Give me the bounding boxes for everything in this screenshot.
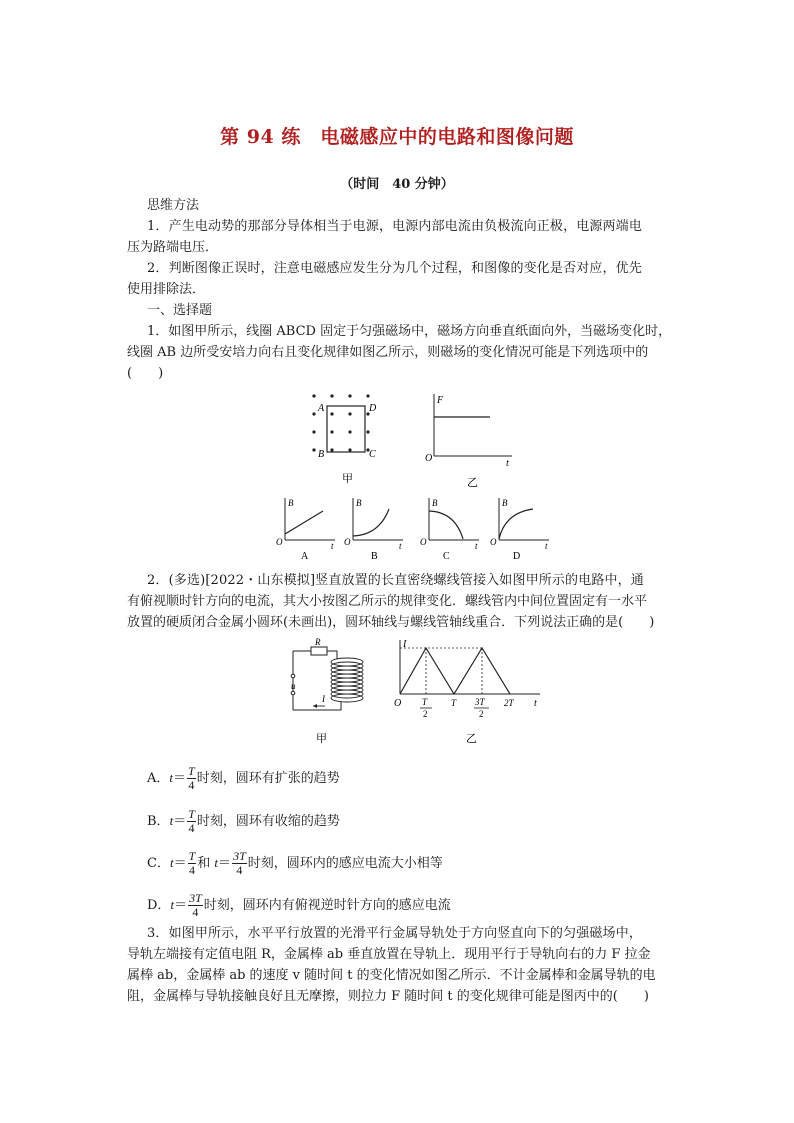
tick-t-half-num: T <box>422 697 428 707</box>
option-a-label: A <box>301 551 309 561</box>
q2-option-c: C．t＝ $\frac{T}{4}$ 和 t＝ $\frac{3T}{4}$ 时刻，圆环内的感应电流大小相等 <box>147 849 443 877</box>
q2-figure-current-time-graph <box>390 636 550 746</box>
option-b-label: B <box>371 551 378 561</box>
q3-line-3: 属棒 ab，金属棒 ab 的速度 v 随时间 t 的变化情况如图乙所示．不计金属棒和金属导轨的电 <box>127 968 656 983</box>
q1-option-d-graph <box>487 493 555 561</box>
time-limit-note: （时间 40 分钟） <box>340 177 454 192</box>
axis-t-label: t <box>545 541 548 551</box>
origin-label: O <box>490 537 497 547</box>
axis-i-label: I <box>403 639 407 650</box>
voltage-label: u <box>291 681 296 691</box>
current-label: I <box>322 694 325 704</box>
axis-b-label: B <box>502 498 508 508</box>
terminal-bottom <box>291 691 295 695</box>
resistor-label: R <box>315 637 321 647</box>
q2-option-b: B．t＝ $\frac{T}{4}$ 时刻，圆环有收缩的趋势 <box>147 807 340 835</box>
axis-b-label: B <box>432 498 438 508</box>
origin-label: O <box>344 537 351 547</box>
q3-line-4: 阻，金属棒与导轨接触良好且无摩擦，则拉力 F 随时间 t 的变化规律可能是图丙中的( ) <box>127 989 649 1004</box>
q1-option-b-graph <box>341 493 409 561</box>
fraction-t-over-4: $\frac{T}{4}$ <box>188 807 195 835</box>
q2-option-a: A．t＝ $\frac{T}{4}$ 时刻，圆环有扩张的趋势 <box>147 764 340 792</box>
axis-t-label: t <box>475 541 478 551</box>
q1-option-c-graph <box>417 493 485 561</box>
fraction-3t-over-4: $\frac{3T}{4}$ <box>189 891 202 919</box>
axis-t-label: t <box>331 541 334 551</box>
tick-3t-half-den: 2 <box>479 709 484 719</box>
tick-2t: 2T <box>504 698 514 708</box>
b-accelerating-increase-curve <box>353 509 389 536</box>
q3-line-1: 3．如图甲所示，水平平行放置的光滑平行金属导轨处于方向竖直向下的匀强磁场中， <box>147 926 642 941</box>
b-linear-increase-curve <box>285 511 323 534</box>
q2-line-3: 放置的硬质闭合金属小圆环(未画出)，圆环轴线与螺线管轴线重合．下列说法正确的是( ) <box>127 615 655 630</box>
tick-t: T <box>451 698 457 708</box>
fraction-3t-over-4: $\frac{3T}{4}$ <box>233 849 246 877</box>
b-decelerating-increase-curve <box>499 509 533 539</box>
triangle-wave-current <box>400 648 510 694</box>
method-point-1-line-2: 压为路端电压． <box>127 240 219 255</box>
origin-label: O <box>394 698 402 709</box>
option-d-label: D <box>513 551 521 561</box>
method-point-2-line-2: 使用排除法． <box>127 282 206 297</box>
q1-line-2: 线圈 AB 边所受安培力向右且变化规律如图乙所示，则磁场的变化情况可能是下列选项中的 <box>127 345 649 360</box>
resistor-r <box>311 647 327 655</box>
tick-3t-half-num: 3T <box>475 697 485 707</box>
method-point-2-line-1: 2．判断图像正误时，注意电磁感应发生分为几个过程，和图像的变化是否对应，优先 <box>147 261 642 276</box>
corner-c-label: C <box>369 449 376 460</box>
option-c-label: C <box>443 551 450 561</box>
fig-yi-label: 乙 <box>466 733 477 745</box>
origin-label: O <box>425 453 433 464</box>
axis-b-label: B <box>288 498 294 508</box>
origin-label: O <box>420 537 427 547</box>
fraction-t-over-4: $\frac{T}{4}$ <box>188 764 195 792</box>
q1-figure-force-time-graph <box>420 388 520 493</box>
corner-d-label: D <box>369 403 377 414</box>
q2-line-2: 有俯视顺时针方向的电流，其大小按图乙所示的规律变化．螺线管内中间位置固定有一水平 <box>127 594 648 609</box>
fig-jia-label: 甲 <box>342 473 353 485</box>
axis-t-label: t <box>399 541 402 551</box>
corner-a-label: A <box>318 403 325 414</box>
axis-b-label: B <box>356 498 362 508</box>
q1-line-1: 1．如图甲所示，线圈 ABCD 固定于匀强磁场中，磁场方向垂直纸面向外，当磁场变化时， <box>147 324 672 339</box>
axis-t-label: t <box>506 458 509 469</box>
origin-label: O <box>276 537 283 547</box>
solenoid-coil <box>331 658 363 702</box>
corner-b-label: B <box>318 449 325 460</box>
axis-f-label: F <box>437 395 444 406</box>
q1-option-a-graph <box>273 493 341 561</box>
b-accelerating-decrease-curve <box>429 511 463 539</box>
fig-jia-label: 甲 <box>316 733 327 745</box>
section-heading-choice: 一、选择题 <box>147 303 213 318</box>
tick-t-half-den: 2 <box>423 709 428 719</box>
q2-option-d: D．t＝ $\frac{3T}{4}$ 时刻，圆环内有俯视逆时针方向的感应电流 <box>147 891 451 919</box>
q3-line-2: 导轨左端接有定值电阻 R，金属棒 ab 垂直放置在导轨上．现用平行于导轨向右的力 F 拉金 <box>127 947 651 962</box>
method-heading: 思维方法 <box>147 198 200 213</box>
q1-figure-coil-in-field <box>305 390 385 490</box>
fraction-t-over-4: $\frac{T}{4}$ <box>188 849 196 877</box>
terminal-top <box>291 674 295 678</box>
q2-line-1: 2．(多选)[2022・山东模拟]竖直放置的长直密绕螺线管接入如图甲所示的电路中，通 <box>147 573 644 588</box>
method-point-1-line-1: 1．产生电动势的那部分导体相当于电源，电源内部电流由负极流向正极，电源两端电 <box>147 219 642 234</box>
axis-t-label: t <box>534 698 537 709</box>
fig-yi-label: 乙 <box>467 477 478 489</box>
q2-figure-solenoid-circuit <box>285 636 385 746</box>
page-title: 第 94 练 电磁感应中的电路和图像问题 <box>220 126 574 148</box>
q1-line-3: ( ) <box>127 366 164 381</box>
